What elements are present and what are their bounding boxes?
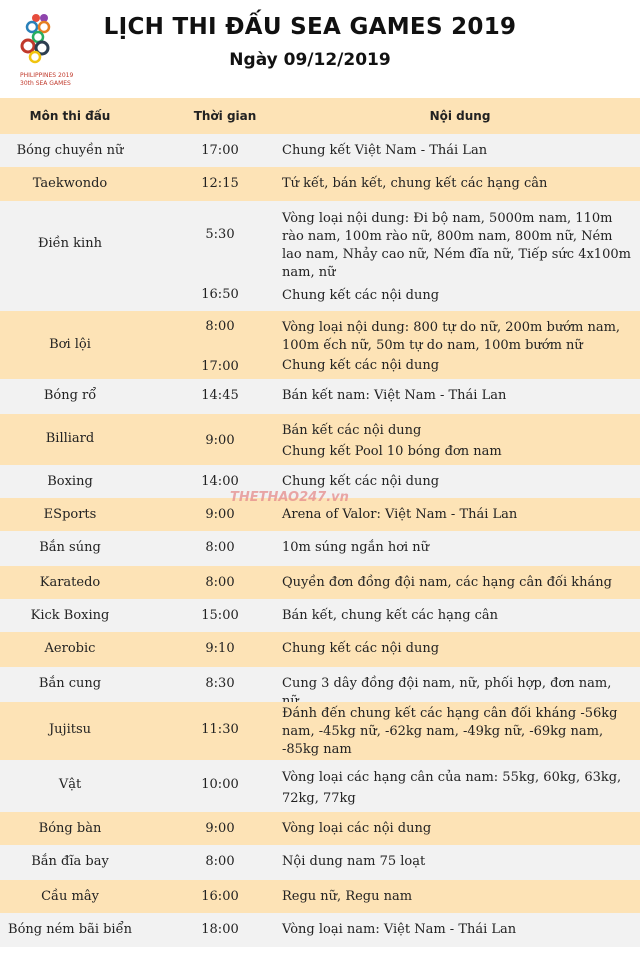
content-cell: Nội dung nam 75 loạt bbox=[282, 854, 426, 869]
content-cell: Vòng loại các hạng cân của nam: 55kg, 60kg, 63kg, 72kg, 77kg bbox=[282, 770, 622, 806]
sport-cell: Billiard bbox=[45, 431, 95, 446]
time-cell: 5:30 bbox=[205, 227, 235, 242]
content-cell: 10m súng ngắn hơi nữ bbox=[282, 540, 430, 555]
sport-cell: Bóng bàn bbox=[38, 821, 102, 836]
table-row bbox=[0, 880, 640, 913]
time-cell: 16:00 bbox=[201, 889, 239, 904]
page-subtitle: Ngày 09/12/2019 bbox=[229, 50, 391, 70]
column-header-time: Thời gian bbox=[193, 109, 257, 123]
page-title: LỊCH THI ĐẤU SEA GAMES 2019 bbox=[103, 14, 517, 40]
table-row bbox=[0, 531, 640, 566]
content-cell: Bán kết nam: Việt Nam - Thái Lan bbox=[282, 388, 507, 403]
time-cell: 18:00 bbox=[201, 922, 239, 937]
time-cell: 8:30 bbox=[205, 676, 235, 691]
table-row bbox=[0, 134, 640, 167]
sport-cell: Aerobic bbox=[44, 641, 96, 656]
content-cell: Arena of Valor: Việt Nam - Thái Lan bbox=[282, 507, 518, 522]
sport-cell: Bóng ném bãi biển bbox=[8, 922, 132, 937]
content-cell: Tứ kết, bán kết, chung kết các hạng cân bbox=[282, 176, 548, 191]
time-cell: 9:00 bbox=[205, 433, 235, 448]
table-row bbox=[0, 311, 640, 379]
table-row bbox=[0, 845, 640, 880]
table-row bbox=[0, 201, 640, 311]
sport-cell: Vật bbox=[58, 777, 82, 792]
logo-line1: PHILIPPINES 2019 bbox=[20, 72, 74, 79]
sport-cell: Jujitsu bbox=[48, 722, 92, 737]
column-header-content: Nội dung bbox=[429, 109, 491, 123]
table-row bbox=[0, 566, 640, 599]
content-cell: Chung kết Việt Nam - Thái Lan bbox=[282, 143, 488, 158]
sport-cell: Taekwondo bbox=[32, 176, 108, 191]
sport-cell: Bóng rổ bbox=[43, 388, 97, 403]
logo-line2: 30th SEA GAMES bbox=[20, 80, 71, 87]
time-cell: 16:50 bbox=[201, 287, 239, 302]
watermark: THETHAO247.vn bbox=[230, 490, 349, 505]
content-cell: Vòng loại các nội dung bbox=[282, 821, 432, 836]
table-row bbox=[0, 913, 640, 947]
time-cell: 8:00 bbox=[205, 319, 235, 334]
sport-cell: Bắn đĩa bay bbox=[31, 854, 109, 869]
sport-cell: ESports bbox=[43, 507, 97, 522]
table-row bbox=[0, 167, 640, 201]
time-cell: 15:00 bbox=[201, 608, 239, 623]
content-cell: Vòng loại nội dung: 800 tự do nữ, 200m bướm nam, 100m ếch nữ, 50m tự do nam, 100m bướm nữ bbox=[282, 320, 621, 353]
time-cell: 9:00 bbox=[205, 821, 235, 836]
time-cell: 9:00 bbox=[205, 507, 235, 522]
content-cell: Cung 3 dây đồng đội nam, nữ, phối hợp, đơn nam, bbox=[282, 676, 612, 691]
content-cell: Vòng loại nam: Việt Nam - Thái Lan bbox=[282, 922, 517, 937]
table-header bbox=[0, 98, 640, 134]
time-cell: 17:00 bbox=[201, 143, 239, 158]
table-row bbox=[0, 379, 640, 414]
sport-cell: Điền kinh bbox=[38, 236, 102, 251]
sport-cell: Bơi lội bbox=[49, 337, 91, 352]
time-cell: 12:15 bbox=[201, 176, 239, 191]
header bbox=[0, 0, 640, 96]
content-cell: Quyền đơn đồng đội nam, các hạng cân đối kháng bbox=[282, 575, 612, 590]
time-cell: 10:00 bbox=[201, 777, 239, 792]
sport-cell: Kick Boxing bbox=[30, 608, 110, 623]
content-cell: Chung kết Pool 10 bóng đơn nam bbox=[282, 444, 502, 459]
sport-cell: Boxing bbox=[47, 474, 93, 489]
table-row bbox=[0, 599, 640, 632]
sport-cell: Bóng chuyền nữ bbox=[16, 143, 124, 158]
table-row bbox=[0, 632, 640, 667]
sea-games-logo bbox=[14, 10, 74, 88]
table-row bbox=[0, 760, 640, 812]
time-cell: 8:00 bbox=[205, 854, 235, 869]
content-cell: Vòng loại nội dung: Đi bộ nam, 5000m nam, 110m rào nam, 100m rào nữ, 800m nam, 800m nữ, Ném lao nam, Nhảy cao nữ, Ném đĩa nữ, Tiếp sức 4x100m nam, nữ bbox=[282, 211, 631, 280]
content-cell: Bán kết, chung kết các hạng cân bbox=[282, 608, 499, 623]
content-cell: Chung kết các nội dung bbox=[282, 641, 440, 656]
sport-cell: Bắn cung bbox=[38, 676, 102, 691]
sport-cell: Bắn súng bbox=[39, 540, 101, 555]
time-cell: 17:00 bbox=[201, 359, 239, 374]
time-cell: 11:30 bbox=[201, 722, 239, 737]
time-cell: 14:00 bbox=[201, 474, 239, 489]
content-cell: Chung kết các nội dung bbox=[282, 288, 440, 303]
sport-cell: Cầu mây bbox=[41, 889, 99, 904]
table-row bbox=[0, 414, 640, 465]
table-row bbox=[0, 702, 640, 760]
logo-rings-icon bbox=[14, 10, 74, 70]
sport-cell: Karatedo bbox=[39, 575, 101, 590]
time-cell: 14:45 bbox=[201, 388, 239, 403]
content-cell: Chung kết các nội dung bbox=[282, 358, 440, 373]
content-cell: Đánh đến chung kết các hạng cân đối kháng -56kg nam, -45kg nữ, -62kg nam, -49kg nữ, -69kg nam, -85kg nam bbox=[282, 706, 618, 757]
table-row bbox=[0, 812, 640, 845]
time-cell: 9:10 bbox=[205, 641, 235, 656]
time-cell: 8:00 bbox=[205, 575, 235, 590]
column-header-sport: Môn thi đấu bbox=[29, 109, 111, 123]
table-row bbox=[0, 667, 640, 702]
time-cell: 8:00 bbox=[205, 540, 235, 555]
content-cell: Bán kết các nội dung bbox=[282, 423, 422, 438]
content-cell: Chung kết các nội dung bbox=[282, 474, 440, 489]
content-cell: Regu nữ, Regu nam bbox=[282, 889, 413, 904]
